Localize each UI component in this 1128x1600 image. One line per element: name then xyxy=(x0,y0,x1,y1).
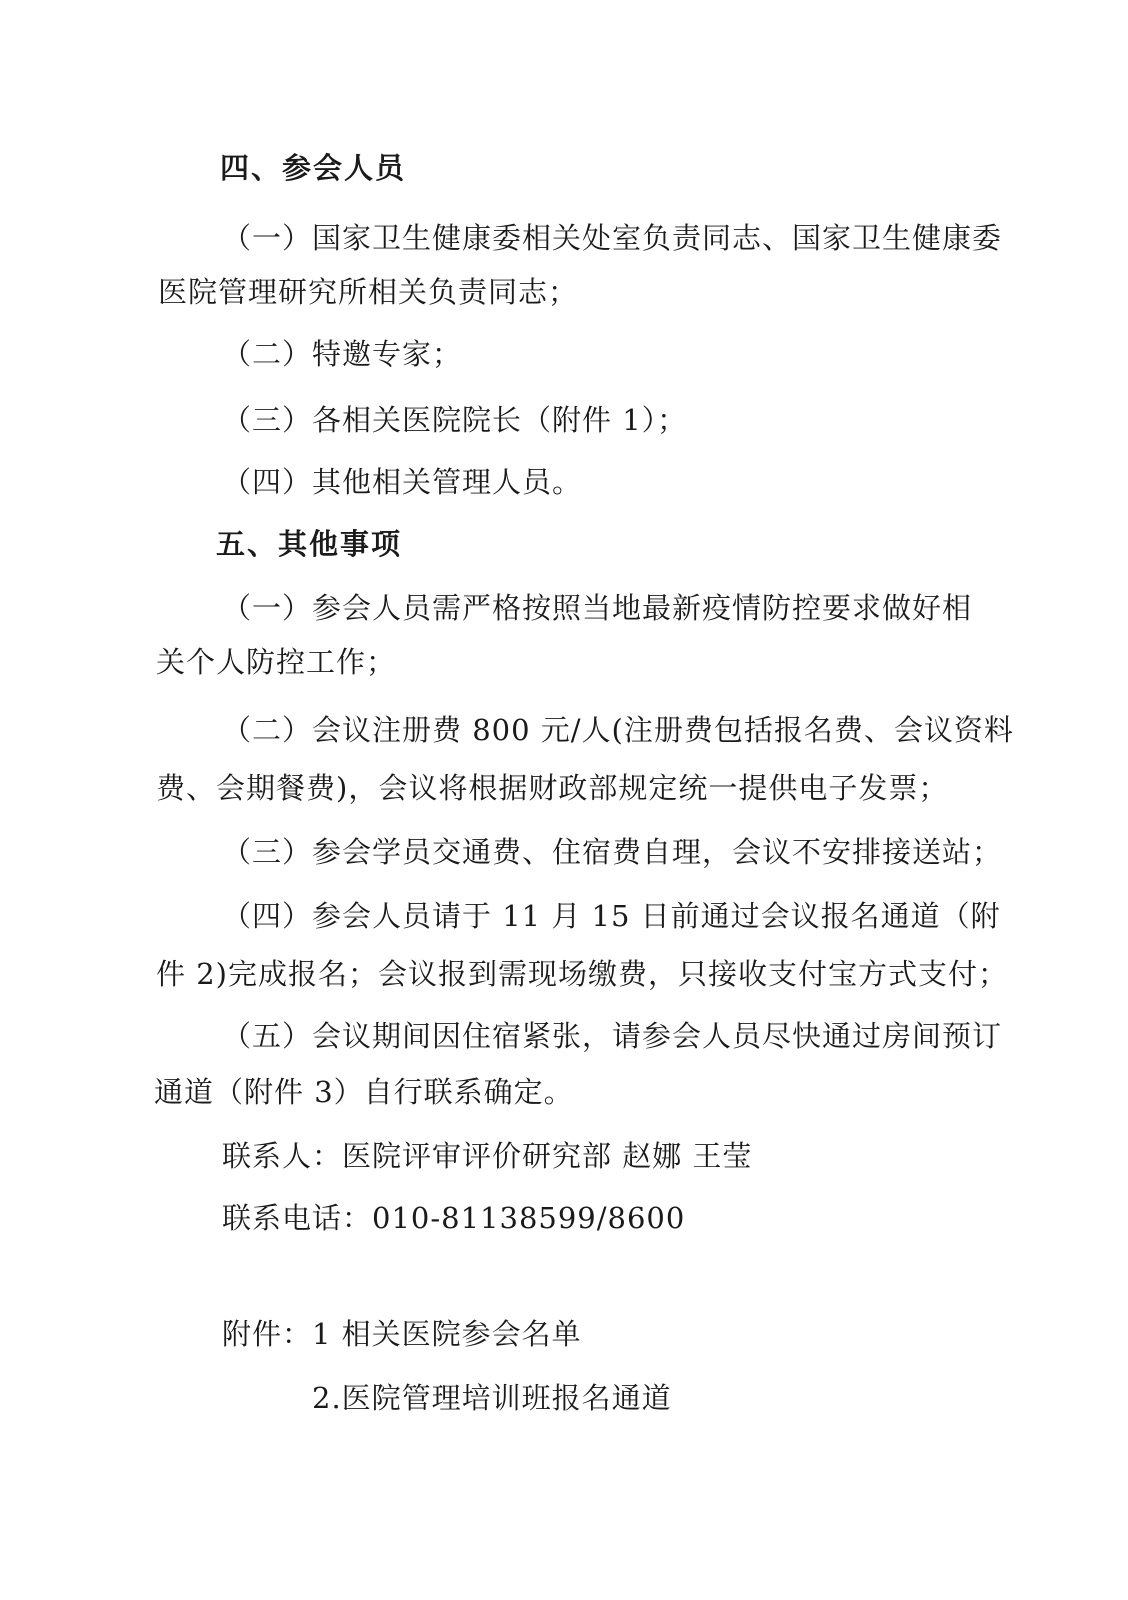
section-5-item-5-line-1: （五）会议期间因住宿紧张，请参会人员尽快通过房间预订 xyxy=(222,1019,1003,1053)
section-4-item-2: （二）特邀专家； xyxy=(222,337,463,371)
section-5-item-1-line-1: （一）参会人员需严格按照当地最新疫情防控要求做好相 xyxy=(222,591,973,625)
section-4-item-3: （三）各相关医院院长（附件 1）； xyxy=(222,403,688,437)
attachment-line-2: 2.医院管理培训班报名通道 xyxy=(312,1381,672,1415)
contact-phone: 联系电话：010-81138599/8600 xyxy=(222,1201,686,1235)
section-4-item-1-line-1: （一）国家卫生健康委相关处室负责同志、国家卫生健康委 xyxy=(222,221,1003,255)
section-5-item-4-line-1: （四）参会人员请于 11 月 15 日前通过会议报名通道（附 xyxy=(222,899,1001,933)
section-4-heading: 四、参会人员 xyxy=(220,151,407,185)
section-5-item-1-line-2: 关个人防控工作； xyxy=(156,645,397,679)
section-5-heading: 五、其他事项 xyxy=(216,527,403,561)
section-5-item-2-line-1: （二）会议注册费 800 元/人(注册费包括报名费、会议资料 xyxy=(222,713,1014,747)
section-4-item-1-line-2: 医院管理研究所相关负责同志； xyxy=(158,275,579,309)
attachment-line-1: 附件：1 相关医院参会名单 xyxy=(222,1317,582,1351)
section-5-item-3: （三）参会学员交通费、住宿费自理，会议不安排接送站； xyxy=(222,835,1003,869)
section-4-item-4: （四）其他相关管理人员。 xyxy=(222,465,583,499)
contact-person: 联系人：医院评审评价研究部 赵娜 王莹 xyxy=(222,1139,753,1173)
section-5-item-2-line-2: 费、会期餐费)，会议将根据财政部规定统一提供电子发票； xyxy=(156,771,949,805)
section-5-item-4-line-2: 件 2)完成报名；会议报到需现场缴费，只接收支付宝方式支付； xyxy=(156,957,1008,991)
section-5-item-5-line-2: 通道（附件 3）自行联系确定。 xyxy=(154,1075,574,1109)
